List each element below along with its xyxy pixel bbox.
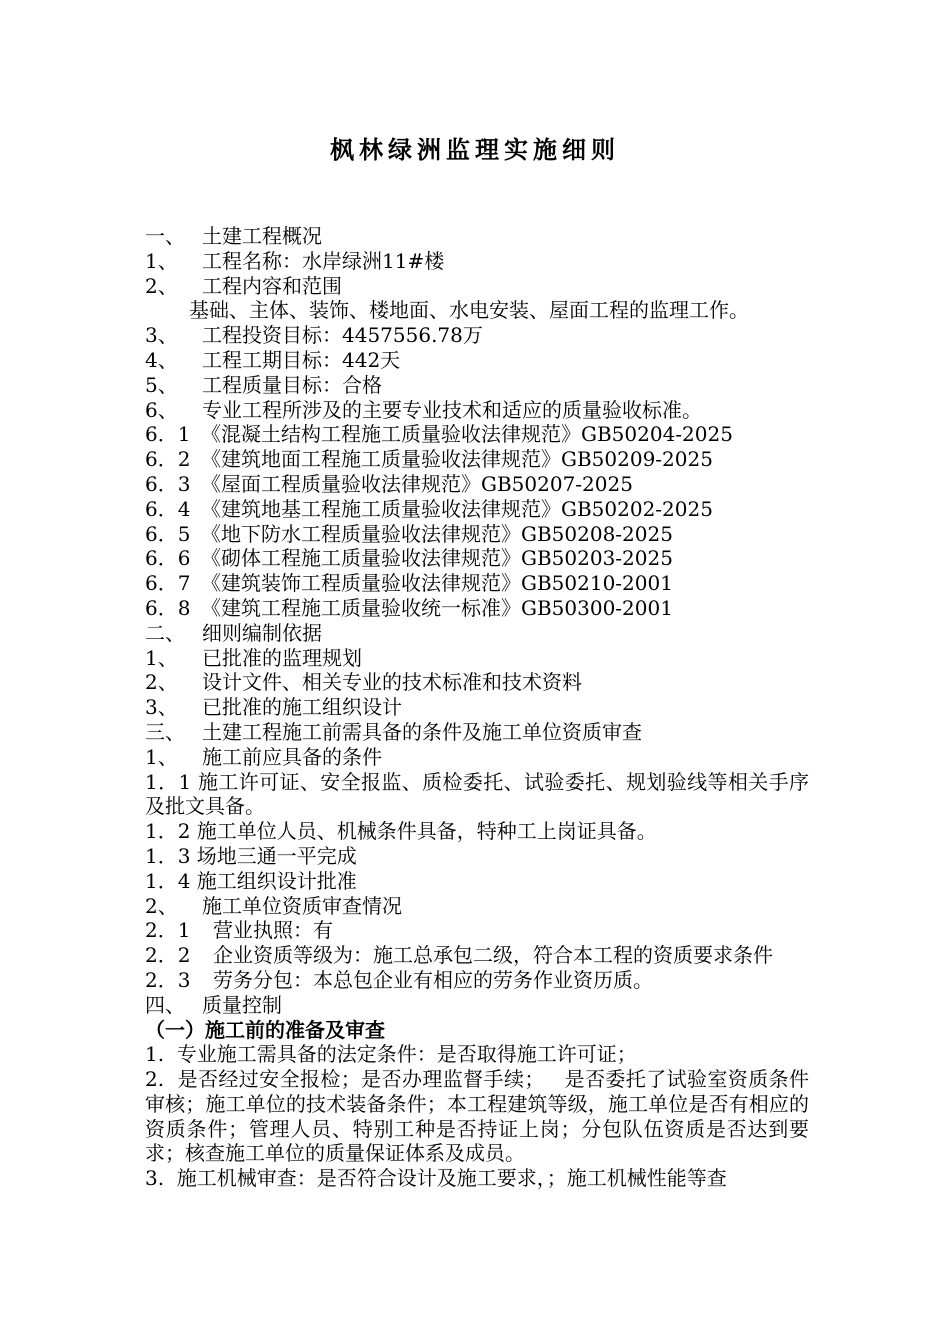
section-heading: [145, 224, 809, 249]
paragraph: 1．4 施工组织设计批准: [145, 868, 357, 893]
item-number: 2．2: [145, 943, 191, 968]
standard-text: 《建筑地基工程施工质量验收法律规范》GB50202-2025: [201, 496, 713, 521]
item-text: 企业资质等级为：施工总承包二级，符合本工程的资质要求条件: [213, 943, 773, 968]
item-number: 2．1: [145, 918, 191, 943]
paragraph: 1．2 施工单位人员、机械条件具备，特种工上岗证具备。: [145, 819, 657, 844]
item-detail: 基础、主体、装饰、楼地面、水电安装、屋面工程的监理工作。: [189, 298, 749, 323]
section-number: 四、: [145, 992, 185, 1017]
standard-text: 《砌体工程施工质量验收法律规范》GB50203-2025: [201, 546, 673, 571]
section-number: 三、: [145, 719, 185, 744]
section-title: 土建工程概况: [202, 224, 322, 248]
item-number: 1、: [145, 248, 178, 273]
item-number: 2、: [145, 893, 178, 918]
standard-item: [145, 546, 809, 571]
standard-text: 《建筑工程施工质量验收统一标准》GB50300-2001: [201, 595, 673, 620]
list-item: [145, 968, 809, 993]
list-item: [145, 398, 809, 423]
item-text: 工程名称：水岸绿洲11#楼: [202, 248, 445, 273]
subsection-heading: （一）施工前的准备及审查: [145, 1017, 385, 1042]
section-heading: [145, 621, 809, 646]
document-body: [145, 224, 809, 1191]
item-text: 已批准的施工组织设计: [202, 695, 402, 720]
item-text: 施工前应具备的条件: [202, 744, 382, 769]
standard-item: [145, 447, 809, 472]
item-number: 1、: [145, 744, 178, 769]
list-item: [145, 249, 809, 274]
list-item: [145, 745, 809, 770]
section-heading: [145, 993, 809, 1018]
section-title: 土建工程施工前需具备的条件及施工单位资质审查: [202, 719, 642, 744]
standard-item: [145, 472, 809, 497]
item-number: 1、: [145, 645, 178, 670]
standard-item: [145, 571, 809, 596]
standard-item: [145, 522, 809, 547]
paragraph: 2. 是否经过安全报检；是否办理监督手续； 是否委托了试验室资质条件审核；施工单位的技术装备条件；本工程建筑等级，施工单位是否有相应的资质条件；管理人员、特别工种是否持证上岗；分包队伍资质是否达到要求；核查施工单位的质量保证体系及成员。: [145, 1067, 809, 1166]
item-text: 工程投资目标：4457556.78万: [202, 323, 483, 348]
standard-number: 6．6: [145, 546, 191, 571]
item-number: 6、: [145, 397, 178, 422]
standard-number: 6．7: [145, 571, 191, 596]
list-item: [145, 894, 809, 919]
standard-item: [145, 497, 809, 522]
section-heading: [145, 720, 809, 745]
paragraph: 1．1 施工许可证、安全报监、质检委托、试验委托、规划验线等相关手序及批文具备。: [145, 769, 809, 819]
item-number: 2．3: [145, 967, 191, 992]
page-title: 枫林绿洲监理实施细则: [330, 136, 620, 164]
list-item: [145, 918, 809, 943]
list-item: [145, 373, 809, 398]
item-number: 5、: [145, 372, 178, 397]
standard-number: 6．1: [145, 422, 191, 447]
item-number: 2、: [145, 670, 178, 695]
list-item: [145, 274, 809, 299]
paragraph: 3. 施工机械审查：是否符合设计及施工要求，；施工机械性能等查: [145, 1166, 727, 1191]
standard-number: 6．2: [145, 447, 191, 472]
list-item: [145, 695, 809, 720]
item-text: 工程工期目标：442天: [202, 347, 401, 372]
standard-text: 《屋面工程质量验收法律规范》GB50207-2025: [201, 471, 633, 496]
section-title: 细则编制依据: [202, 620, 322, 645]
standard-text: 《混凝土结构工程施工质量验收法律规范》GB50204-2025: [201, 422, 733, 447]
paragraph: 1. 专业施工需具备的法定条件：是否取得施工许可证；: [145, 1042, 637, 1067]
standard-number: 6．3: [145, 471, 191, 496]
list-item: [145, 323, 809, 348]
section-number: 一、: [145, 224, 185, 248]
section-number: 二、: [145, 620, 185, 645]
item-number: 3、: [145, 695, 178, 720]
standard-item: [145, 422, 809, 447]
item-number: 4、: [145, 347, 178, 372]
list-item: [145, 646, 809, 671]
paragraph: 1．3 场地三通一平完成: [145, 843, 357, 868]
standard-text: 《地下防水工程质量验收法律规范》GB50208-2025: [201, 521, 673, 546]
list-item: [145, 348, 809, 373]
item-text: 营业执照：有: [213, 918, 333, 943]
item-text: 施工单位资质审查情况: [202, 893, 402, 918]
item-text: 已批准的监理规划: [202, 645, 362, 670]
item-number: 3、: [145, 323, 178, 348]
standard-text: 《建筑地面工程施工质量验收法律规范》GB50209-2025: [201, 447, 713, 472]
item-number: 2、: [145, 273, 178, 298]
item-text: 设计文件、相关专业的技术标准和技术资料: [202, 670, 582, 695]
item-text: 专业工程所涉及的主要专业技术和适应的质量验收标准。: [202, 397, 702, 422]
standard-item: [145, 596, 809, 621]
standard-number: 6．5: [145, 521, 191, 546]
item-text: 劳务分包：本总包企业有相应的劳务作业资历质。: [213, 967, 653, 992]
item-text: 工程内容和范围: [202, 273, 342, 298]
standard-text: 《建筑装饰工程质量验收法律规范》GB50210-2001: [201, 571, 673, 596]
standard-number: 6．4: [145, 496, 191, 521]
list-item: [145, 943, 809, 968]
section-title: 质量控制: [202, 992, 282, 1017]
standard-number: 6．8: [145, 595, 191, 620]
list-item: [145, 670, 809, 695]
item-text: 工程质量目标：合格: [202, 372, 382, 397]
